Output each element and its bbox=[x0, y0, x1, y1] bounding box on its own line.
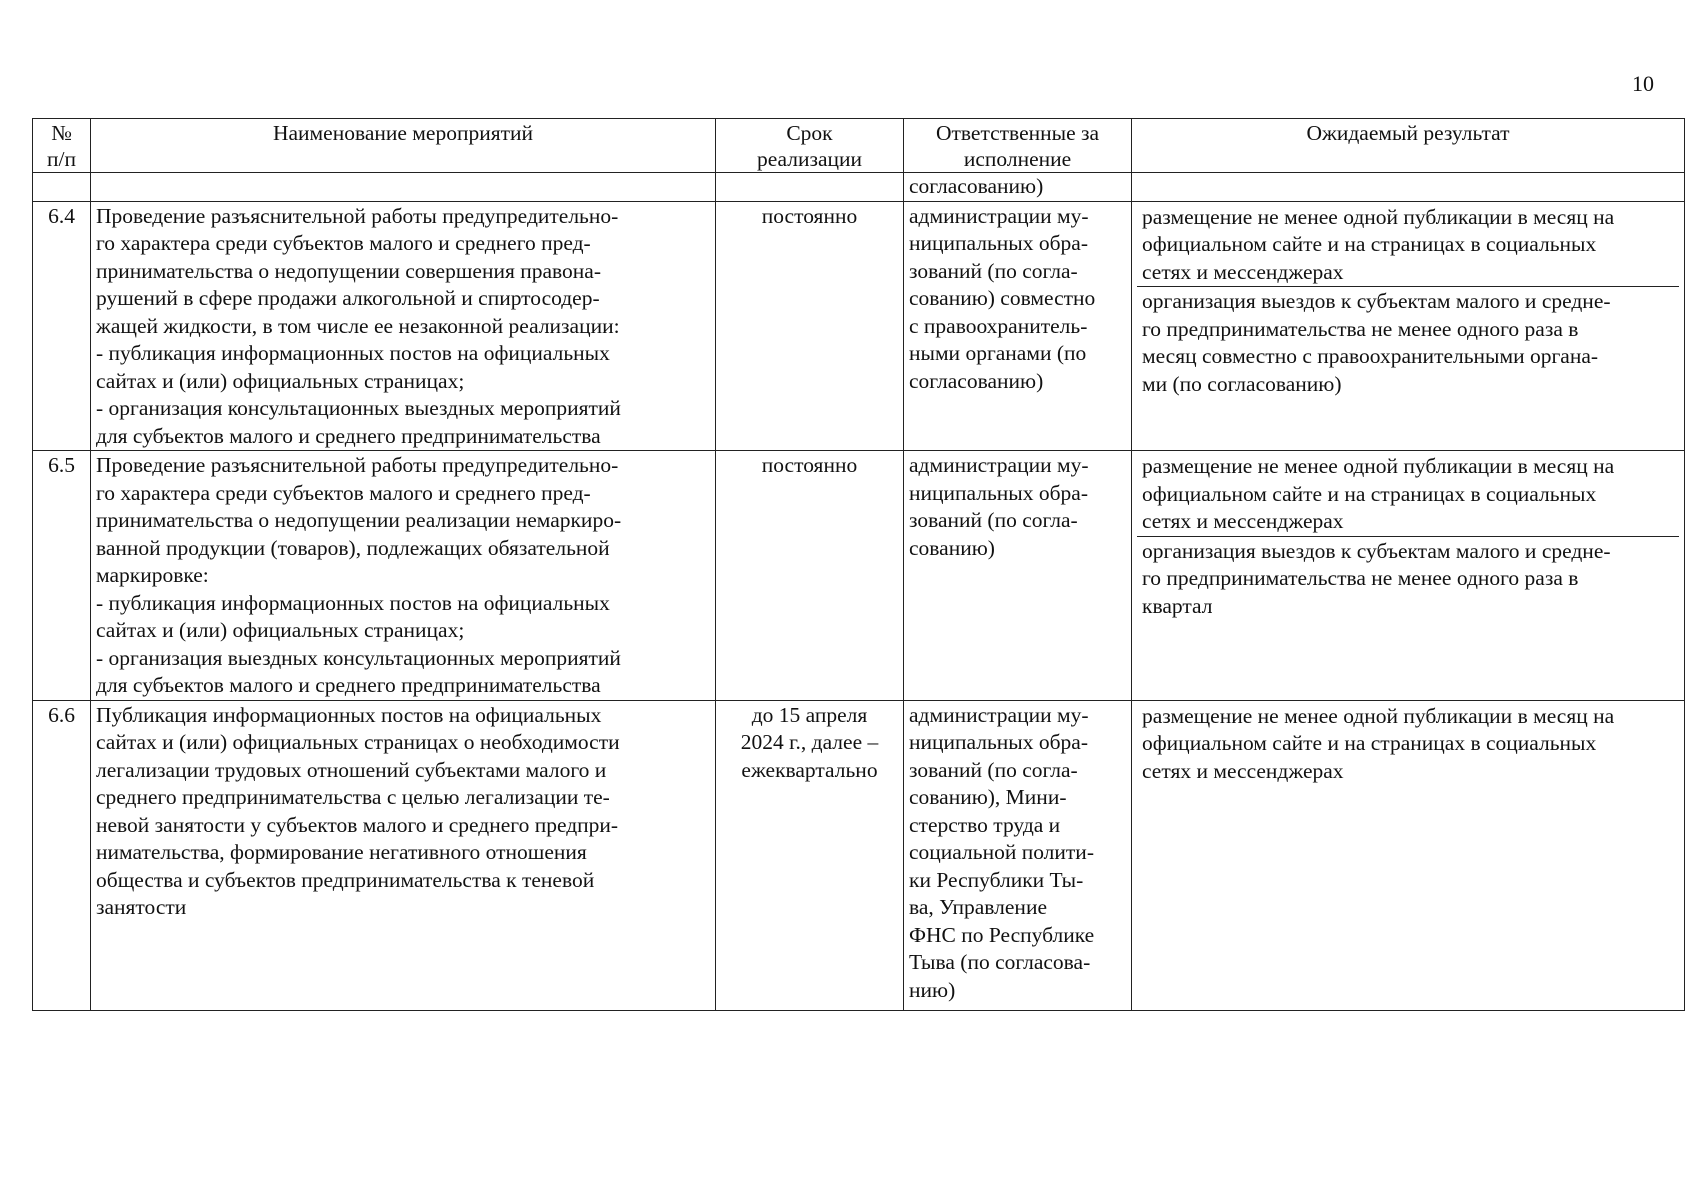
text-line: - организация консультационных выездных мероприятий bbox=[96, 396, 621, 420]
text-line: организация выездов к субъектам малого и средне- bbox=[1142, 538, 1611, 563]
row-name bbox=[91, 201, 716, 451]
text-line: нию) bbox=[909, 977, 956, 1002]
text-line: ными органами (по bbox=[909, 341, 1087, 365]
text-line: Срок bbox=[786, 121, 833, 145]
text-line: сованию) совместно bbox=[909, 286, 1096, 310]
text-line: зований (по согла- bbox=[909, 258, 1078, 283]
text-line: сайтах и (или) официальных страницах; bbox=[96, 618, 465, 642]
text-line: Проведение разъяснительной работы предупредительно- bbox=[96, 203, 619, 228]
text-line: Ожидаемый результат bbox=[1306, 121, 1510, 145]
text-line: рушений в сфере продажи алкогольной и спиртосодер- bbox=[96, 286, 600, 310]
text-line: для субъектов малого и среднего предпринимательства bbox=[96, 423, 601, 448]
result-item bbox=[1137, 203, 1679, 287]
text-line: го характера среди субъектов малого и среднего пред- bbox=[96, 231, 591, 255]
text-line: зований (по согла- bbox=[909, 757, 1078, 782]
text-line: - публикация информационных постов на официальных bbox=[96, 341, 610, 365]
text-line: администрации му- bbox=[909, 453, 1089, 477]
text-line: сайтах и (или) официальных страницах о необходимости bbox=[96, 730, 620, 754]
table-row bbox=[33, 201, 1685, 451]
text-line: - организация выездных консультационных мероприятий bbox=[96, 645, 621, 670]
text-line: легализации трудовых отношений субъектами малого и bbox=[96, 757, 607, 782]
continuation-row bbox=[33, 173, 1685, 202]
text-line: 2024 г., далее – bbox=[740, 730, 879, 754]
text-line: квартал bbox=[1142, 593, 1213, 618]
header-row bbox=[33, 119, 1685, 173]
header-result bbox=[1132, 119, 1685, 173]
text-line: до 15 апреля bbox=[751, 702, 868, 727]
text-line: невой занятости у субъектов малого и среднего предпри- bbox=[96, 812, 619, 837]
text-line: го характера среди субъектов малого и среднего пред- bbox=[96, 480, 591, 505]
text-line: ФНС по Республике bbox=[909, 922, 1095, 947]
text-line: постоянно bbox=[761, 453, 858, 477]
result-item bbox=[1137, 536, 1679, 621]
page-number: 10 bbox=[1632, 71, 1654, 96]
text-line: № bbox=[51, 121, 72, 145]
row-num: 6.4 bbox=[33, 201, 91, 451]
row-term bbox=[716, 201, 904, 451]
text-line: ми (по согласованию) bbox=[1142, 371, 1342, 396]
text-line: сетях и мессенджерах bbox=[1142, 509, 1344, 533]
continuation-term bbox=[716, 173, 904, 202]
text-line: занятости bbox=[96, 895, 187, 919]
row-num: 6.5 bbox=[33, 451, 91, 701]
header-num bbox=[33, 119, 91, 173]
header-term bbox=[716, 119, 904, 173]
text-line: ниципальных обра- bbox=[909, 730, 1089, 754]
text-line: п/п bbox=[47, 147, 76, 171]
text-line: с правоохранитель- bbox=[909, 313, 1088, 338]
text-line: ки Республики Ты- bbox=[909, 867, 1084, 892]
text-line: месяц совместно с правоохранительными органа- bbox=[1142, 344, 1599, 368]
text-line: ежеквартально bbox=[741, 757, 878, 782]
row-responsible bbox=[904, 201, 1132, 451]
text-line: для субъектов малого и среднего предпринимательства bbox=[96, 673, 601, 697]
text-line: администрации му- bbox=[909, 203, 1089, 228]
text-line: официальном сайте и на страницах в социальных bbox=[1142, 481, 1597, 506]
row-term bbox=[716, 700, 904, 1010]
text-line: го предпринимательства не менее одного раза в bbox=[1142, 566, 1579, 590]
text-line: го предпринимательства не менее одного раза в bbox=[1142, 316, 1579, 341]
continuation-num bbox=[33, 173, 91, 202]
row-results bbox=[1132, 700, 1685, 1010]
row-name bbox=[91, 700, 716, 1010]
text-line: зований (по согла- bbox=[909, 508, 1078, 532]
result-item bbox=[1137, 286, 1679, 398]
continuation-name bbox=[91, 173, 716, 202]
text-line: Ответственные за bbox=[935, 121, 1100, 145]
text-line: сованию), Мини- bbox=[909, 785, 1067, 809]
text-line: социальной полити- bbox=[909, 840, 1094, 864]
continuation-responsible: согласованию) bbox=[904, 173, 1132, 202]
text-line: постоянно bbox=[761, 203, 858, 228]
header-name bbox=[91, 119, 716, 173]
result-item bbox=[1137, 702, 1679, 786]
text-line: ниципальных обра- bbox=[909, 480, 1089, 505]
text-line: среднего предпринимательства с целью легализации те- bbox=[96, 785, 610, 809]
text-line: официальном сайте и на страницах в социальных bbox=[1142, 232, 1597, 256]
measures-table bbox=[32, 118, 1685, 1011]
text-line: сетях и мессенджерах bbox=[1142, 758, 1344, 783]
text-line: общества и субъектов предпринимательства к теневой bbox=[96, 867, 595, 892]
continuation-result bbox=[1132, 173, 1685, 202]
text-line: - публикация информационных постов на официальных bbox=[96, 590, 610, 615]
row-num: 6.6 bbox=[33, 700, 91, 1010]
row-results bbox=[1132, 201, 1685, 451]
text-line: Тыва (по согласова- bbox=[909, 950, 1091, 974]
text-line: размещение не менее одной публикации в месяц на bbox=[1142, 703, 1615, 728]
text-line: сованию) bbox=[909, 535, 995, 560]
text-line: жащей жидкости, в том числе ее незаконной реализации: bbox=[96, 313, 620, 338]
text-line: маркировке: bbox=[96, 563, 209, 587]
text-line: ва, Управление bbox=[909, 895, 1047, 919]
row-results bbox=[1132, 451, 1685, 701]
text-line: Наименование мероприятий bbox=[272, 121, 534, 145]
text-line: официальном сайте и на страницах в социальных bbox=[1142, 731, 1597, 755]
text-line: Проведение разъяснительной работы предупредительно- bbox=[96, 453, 619, 477]
text-line: администрации му- bbox=[909, 702, 1089, 727]
text-line: сайтах и (или) официальных страницах; bbox=[96, 368, 465, 393]
text-line: согласованию) bbox=[909, 368, 1044, 393]
row-term bbox=[716, 451, 904, 701]
text-line: сетях и мессенджерах bbox=[1142, 259, 1344, 284]
text-line: принимательства о недопущении совершения правона- bbox=[96, 258, 601, 283]
text-line: размещение не менее одной публикации в месяц на bbox=[1142, 454, 1615, 478]
row-responsible bbox=[904, 451, 1132, 701]
row-responsible bbox=[904, 700, 1132, 1010]
text-line: Публикация информационных постов на официальных bbox=[96, 702, 602, 727]
row-name bbox=[91, 451, 716, 701]
text-line: нимательства, формирование негативного отношения bbox=[96, 840, 587, 864]
result-item bbox=[1137, 452, 1679, 536]
header-responsible bbox=[904, 119, 1132, 173]
table-row bbox=[33, 451, 1685, 701]
text-line: организация выездов к субъектам малого и средне- bbox=[1142, 289, 1611, 313]
text-line: стерство труда и bbox=[909, 812, 1061, 837]
text-line: ниципальных обра- bbox=[909, 231, 1089, 255]
text-line: принимательства о недопущении реализации немаркиро- bbox=[96, 508, 622, 532]
text-line: реализации bbox=[756, 147, 863, 171]
table-row bbox=[33, 700, 1685, 1010]
text-line: исполнение bbox=[963, 147, 1072, 171]
text-line: размещение не менее одной публикации в месяц на bbox=[1142, 204, 1615, 229]
text-line: ванной продукции (товаров), подлежащих обязательной bbox=[96, 535, 610, 560]
